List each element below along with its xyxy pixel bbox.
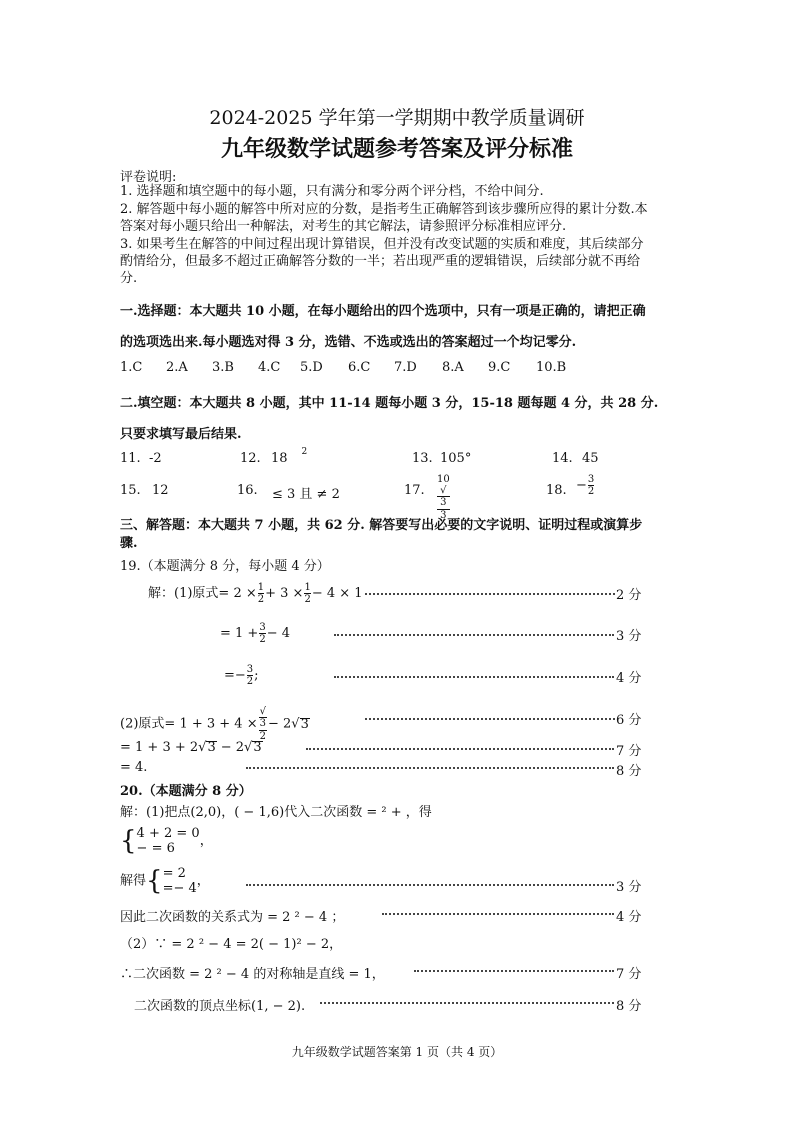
fill-14-answer: 45: [582, 451, 599, 466]
doc-title-line2: 九年级数学试题参考答案及评分标准: [220, 136, 573, 162]
fill-17-answer: 10 √ 3 3: [437, 474, 450, 521]
q19-part2-step2-points: 7 分: [616, 744, 642, 759]
fill-13-num: 13.: [412, 451, 433, 466]
choice-answer: 9.C: [488, 360, 511, 375]
fill-11-num: 11.: [120, 451, 141, 466]
leader-dots: [382, 913, 614, 915]
choice-answer: 7.D: [394, 360, 417, 375]
fill-14-num: 14.: [552, 451, 573, 466]
q19-heading: 19.（本题满分 8 分，每小题 4 分）: [120, 559, 330, 574]
q19-part2-result: = 4.: [120, 760, 148, 775]
leader-dots: [334, 634, 614, 636]
fill-12-answer: 18 $^2$: [271, 447, 308, 466]
q20-system1: { 4 + 2 = 0 − = 6 ，: [120, 826, 213, 856]
sec1-line2: 的选项选出来.每小题选对得 3 分，选错、不选或选出的答案超过一个均记零分.: [120, 335, 577, 350]
page-footer: 九年级数学试题答案第 1 页（共 4 页）: [291, 1045, 503, 1059]
choice-answer: 6.C: [348, 360, 371, 375]
choice-answer: 4.C: [258, 360, 281, 375]
leader-dots: [306, 748, 614, 750]
fill-15-answer: 12: [152, 483, 169, 498]
q20-line2-points: 4 分: [616, 910, 642, 925]
q19-step3: =− $\frac{3}{2}$ ;: [224, 664, 259, 687]
leader-dots: [246, 884, 614, 886]
fill-16-num: 16.: [237, 483, 258, 498]
q19-step2-points: 3 分: [616, 629, 642, 644]
note-1: 1. 选择题和填空题中的每小题，只有满分和零分两个评分档，不给中间分.: [120, 184, 544, 199]
q20-heading: 20.（本题满分 8 分）: [120, 784, 252, 799]
fill-16-answer: ≤ 3 且 ≠ 2: [272, 487, 340, 502]
leader-dots: [365, 593, 615, 595]
note-2: 2. 解答题中每小题的解答中所对应的分数，是指考生正确解答到该步骤所应得的累计分数.本答案对每小题只给出一种解法，对考生的其它解法，请参照评分标准相应评分.: [120, 202, 648, 234]
q19-part2-result-points: 8 分: [616, 764, 642, 779]
q20-line2: 因此二次函数的关系式为 = 2 ² − 4 ；: [120, 910, 345, 925]
q19-step2: = 1 + $\frac{3}{2}$ − 4: [220, 622, 290, 645]
leader-dots: [365, 718, 615, 720]
fill-11-answer: -2: [149, 451, 162, 466]
choice-answer: 3.B: [212, 360, 234, 375]
doc-title-line1: 2024-2025 学年第一学期期中教学质量调研: [209, 107, 585, 129]
choice-answer: 10.B: [536, 360, 567, 375]
q19-part2-step1: (2)原式= 1 + 3 + 4 × √ 3 2 − 2√3: [120, 706, 309, 742]
fill-17-num: 17.: [404, 483, 425, 498]
notes-heading: 评卷说明:: [120, 170, 177, 185]
choice-answer: 2.A: [166, 360, 188, 375]
sec3-line2: 骤.: [120, 536, 138, 551]
sec1-line1: 一.选择题：本大题共 10 小题，在每小题给出的四个选项中，只有一项是正确的，请把正确: [120, 304, 646, 319]
fill-13-answer: 105°: [440, 451, 472, 466]
choice-answer: 1.C: [120, 360, 143, 375]
choice-answer: 8.A: [442, 360, 464, 375]
sec2-line1: 二.填空题：本大题共 8 小题，其中 11-14 题每小题 3 分，15-18 题每题 4 分，共 28 分.: [120, 396, 659, 411]
fill-15-num: 15.: [120, 483, 141, 498]
fill-12-num: 12.: [240, 451, 261, 466]
q20-line3: （2）∵ = 2 ² − 4 = 2( − 1)² − 2，: [120, 937, 343, 952]
q20-system2: 解得{ = 2 =− 4 ，: [120, 866, 210, 896]
q19-step1: 解：(1)原式= 2 × $\frac{1}{2}$ + 3 × $\frac{1}{2}$ − 4 × 1: [148, 582, 363, 605]
choice-answer: 5.D: [300, 360, 323, 375]
leader-dots: [334, 676, 614, 678]
q20-line5-points: 8 分: [616, 999, 642, 1014]
fill-18-num: 18.: [546, 483, 567, 498]
q20-line4-points: 7 分: [616, 967, 642, 982]
sec2-line2: 只要求填写最后结果.: [120, 427, 242, 442]
leader-dots: [414, 970, 614, 972]
q20-step1-points: 3 分: [616, 880, 642, 895]
choice-answers: [120, 360, 566, 375]
q20-line4: ∴二次函数 = 2 ² − 4 的对称轴是直线 = 1，: [120, 967, 385, 982]
q19-part2-step2: = 1 + 3 + 2√3 − 2√3: [120, 740, 262, 755]
q19-step1-points: 2 分: [616, 588, 642, 603]
note-3: 3. 如果考生在解答的中间过程出现计算错误，但并没有改变试题的实质和难度，其后续部分酌情给分，但最多不超过正确解答分数的一半；若出现严重的逻辑错误，后续部分就不再给分.: [120, 237, 644, 286]
leader-dots: [246, 767, 614, 769]
q20-line1: 解：(1)把点(2,0)，( − 1,6)代入二次函数 = ² + ，得: [120, 805, 432, 820]
q20-line5: 二次函数的顶点坐标(1, − 2).: [134, 999, 306, 1014]
fill-18-answer: − $\frac{3}{2}$: [576, 474, 595, 497]
q19-step3-points: 4 分: [616, 671, 642, 686]
leader-dots: [320, 1002, 614, 1004]
sec3-line1: 三、解答题：本大题共 7 小题，共 62 分. 解答要写出必要的文字说明、证明过程或演算步: [120, 518, 643, 533]
q19-part2-step1-points: 6 分: [616, 713, 642, 728]
